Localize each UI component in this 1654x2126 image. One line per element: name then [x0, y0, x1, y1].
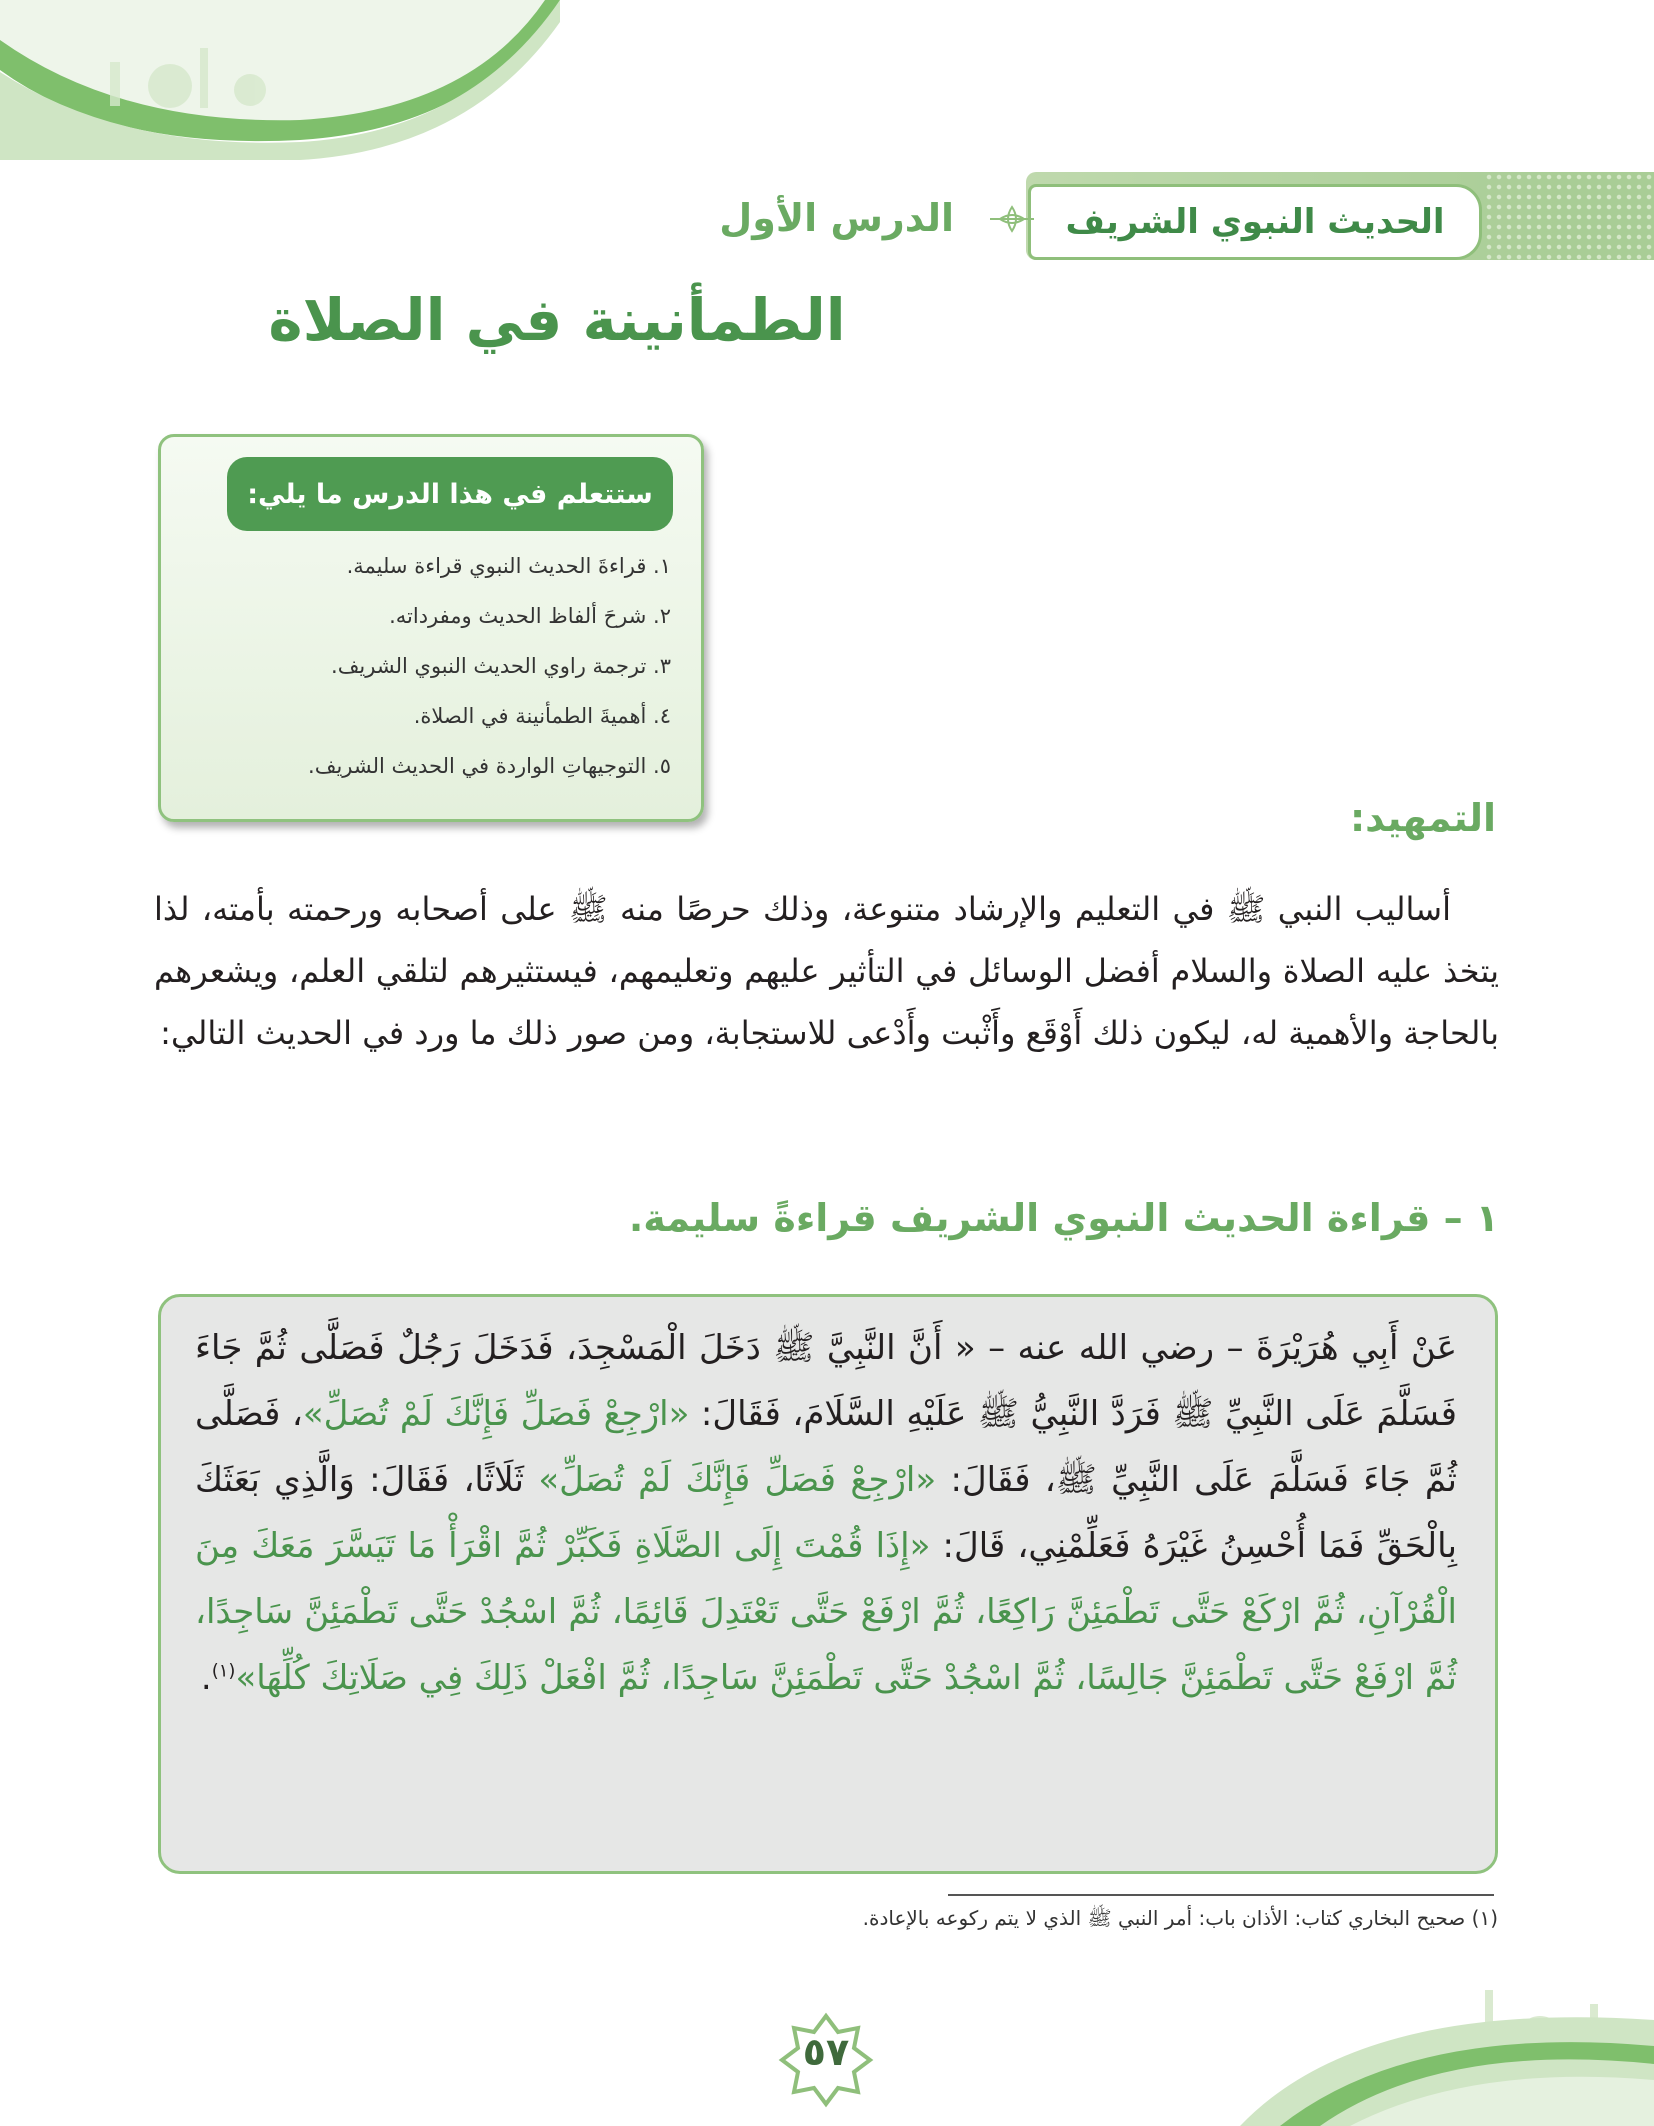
- footnote: (١) صحيح البخاري كتاب: الأذان باب: أمر النبي ﷺ الذي لا يتم ركوعه بالإعادة.: [862, 1906, 1498, 1930]
- objective-item: ٢. شرحَ ألفاظ الحديث ومفرداته.: [389, 604, 671, 628]
- banner-pattern: [1484, 172, 1654, 260]
- objective-item: ١. قراءةَ الحديث النبوي قراءة سليمة.: [346, 554, 671, 578]
- subject-label: الحديث النبوي الشريف: [1028, 184, 1482, 260]
- flower-ornament-icon: [990, 204, 1034, 234]
- lesson-title: الطمأنينة في الصلاة: [268, 286, 846, 354]
- page-number: ٥٧: [802, 2030, 850, 2074]
- hadith-narration: ، فَصَلَّى ثُمَّ جَاءَ فَسَلَّمَ عَلَى النَّبِيِّ ﷺ، فَقَالَ:: [195, 1394, 1457, 1500]
- hadith-narration: ثَلَاثًا، فَقَالَ: وَالَّذِي بَعَثَكَ بِالْحَقِّ فَمَا أُحْسِنُ غَيْرَهُ فَعَلِّمْنِي، قَالَ:: [195, 1460, 1457, 1566]
- objective-item: ٤. أهميةَ الطمأنينة في الصلاة.: [413, 704, 671, 728]
- section-heading: ١ – قراءة الحديث النبوي الشريف قراءةً سليمة.: [628, 1196, 1499, 1240]
- top-decoration: [0, 0, 560, 160]
- hadith-quote: «ارْجِعْ فَصَلِّ فَإِنَّكَ لَمْ تُصَلِّ»: [302, 1394, 690, 1434]
- lesson-number: الدرس الأول: [719, 196, 954, 240]
- objectives-heading: ستتعلم في هذا الدرس ما يلي:: [227, 457, 673, 531]
- bottom-decoration: [1240, 1960, 1654, 2126]
- hadith-narration: عَنْ أَبِي هُرَيْرَةَ – رضي الله عنه – « أَنَّ النَّبِيَّ ﷺ دَخَلَ الْمَسْجِدَ، فَدَخَلَ رَجُلٌ فَصَلَّى ثُمَّ جَاءَ فَسَلَّمَ عَلَى النَّبِيِّ ﷺ فَرَدَّ النَّبِيُّ ﷺ عَلَيْهِ السَّلَامَ، فَقَالَ:: [195, 1328, 1457, 1434]
- intro-text: [154, 878, 1499, 1064]
- hadith-end: .: [200, 1658, 212, 1698]
- footnote-ref: (١): [211, 1660, 236, 1682]
- hadith-quote: «ارْجِعْ فَصَلِّ فَإِنَّكَ لَمْ تُصَلِّ»: [538, 1460, 937, 1500]
- objective-item: ٥. التوجيهاتِ الواردة في الحديث الشريف.: [308, 754, 671, 778]
- hadith-box: [158, 1294, 1498, 1874]
- objectives-list: [201, 541, 671, 791]
- intro-paragraph: أساليب النبي ﷺ في التعليم والإرشاد متنوعة، وذلك حرصًا منه ﷺ على أصحابه ورحمته بأمته، لذا يتخذ عليه الصلاة والسلام أفضل الوسائل في التأثير عليهم وتعليمهم، فيستثيرهم لتلقي العلم، ويشعرهم بالحاجة والأهمية له، ليكون ذلك أَوْقَع وأَثْبت وأَدْعى للاستجابة، ومن صور ذلك ما ورد في الحديث التالي:: [154, 890, 1499, 1052]
- objective-item: ٣. ترجمة راوي الحديث النبوي الشريف.: [331, 654, 671, 678]
- footnote-divider: [948, 1894, 1494, 1896]
- intro-heading: التمهيد:: [1349, 796, 1496, 840]
- hadith-text: [195, 1315, 1457, 1711]
- objectives-box: [158, 434, 704, 822]
- hadith-quote: «إِذَا قُمْتَ إِلَى الصَّلَاةِ فَكَبِّرْ ثُمَّ اقْرَأْ مَا تَيَسَّرَ مَعَكَ مِنَ الْقُرْآنِ، ثُمَّ ارْكَعْ حَتَّى تَطْمَئِنَّ رَاكِعًا، ثُمَّ ارْفَعْ حَتَّى تَعْتَدِلَ قَائِمًا، ثُمَّ اسْجُدْ حَتَّى تَطْمَئِنَّ سَاجِدًا، ثُمَّ ارْفَعْ حَتَّى تَطْمَئِنَّ جَالِسًا، ثُمَّ اسْجُدْ حَتَّى تَطْمَئِنَّ سَاجِدًا، ثُمَّ افْعَلْ ذَلِكَ فِي صَلَاتِكَ كُلِّهَا»: [195, 1526, 1457, 1698]
